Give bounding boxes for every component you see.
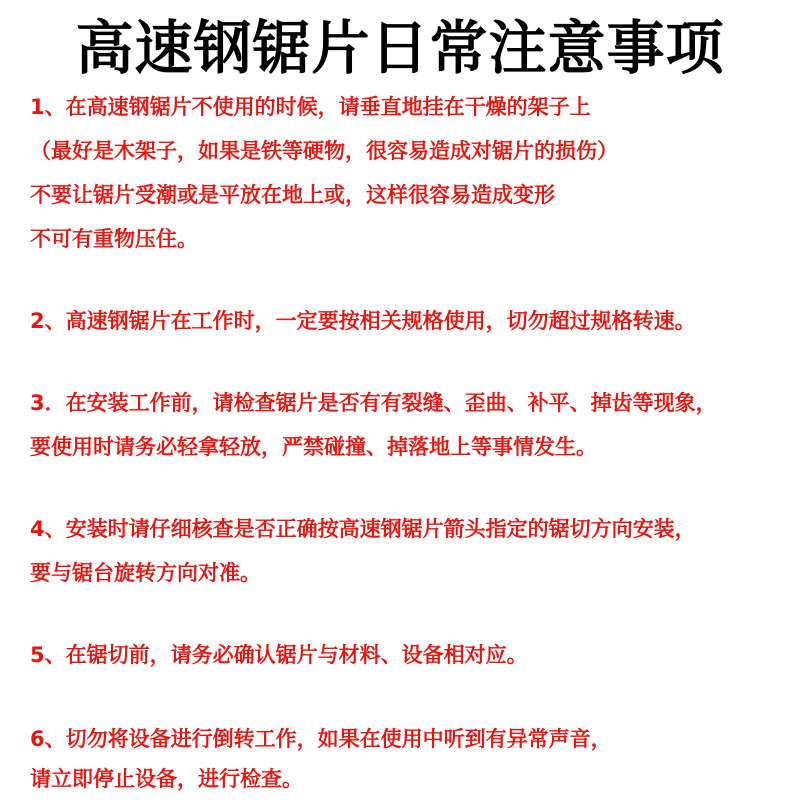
notice-1-line-1: 1、在高速钢锯片不使用的时候，请垂直地挂在干燥的架子上 (30, 95, 591, 119)
notice-6-line-1: 6、切勿将设备进行倒转工作，如果在使用中听到有异常声音， (30, 727, 612, 751)
notice-3-line-1: 3．在安装工作前，请检查锯片是否有有裂缝、歪曲、补平、掉齿等现象， (30, 391, 717, 415)
page-title: 高速钢锯片日常注意事项 (75, 14, 725, 82)
notice-4-line-2: 要与锯台旋转方向对准。 (30, 561, 261, 585)
notice-1-line-4: 不可有重物压住。 (30, 227, 198, 251)
notice-5-line-1: 5、在锯切前，请务必确认锯片与材料、设备相对应。 (30, 643, 528, 667)
notice-1-line-3: 不要让锯片受潮或是平放在地上或，这样很容易造成变形 (30, 183, 555, 207)
notice-1-line-2: （最好是木架子，如果是铁等硬物，很容易造成对锯片的损伤） (30, 139, 618, 163)
notice-3-line-2: 要使用时请务必轻拿轻放，严禁碰撞、掉落地上等事情发生。 (30, 435, 597, 459)
notice-6-line-2: 请立即停止设备，进行检查。 (30, 767, 303, 791)
notice-2-line-1: 2、高速钢锯片在工作时，一定要按相关规格使用，切勿超过规格转速。 (30, 309, 696, 333)
notice-4-line-1: 4、安装时请仔细核查是否正确按高速钢锯片箭头指定的锯切方向安装， (30, 517, 696, 541)
